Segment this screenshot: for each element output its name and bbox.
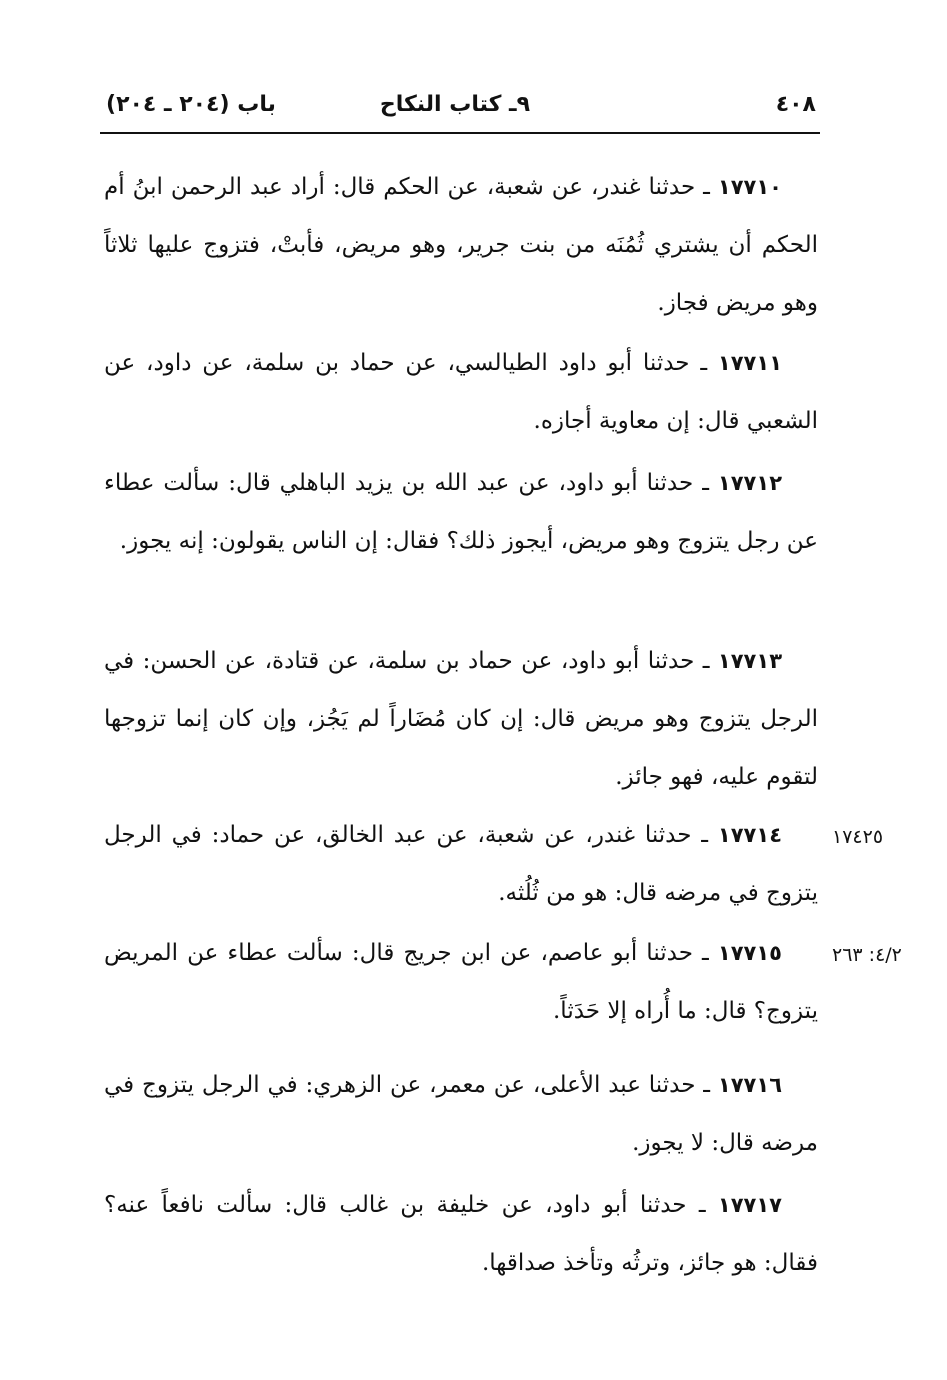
entry-text: ـ حدثنا أبو داود، عن حماد بن سلمة، عن قتادة، عن الحسن: في الرجل يتزوج وهو مريض قال: إن كان مُضَاراً لم يَجُز، وإن كان إنما تزوجها لتقوم عليه، فهو جائز. <box>104 648 818 790</box>
hadith-entry <box>104 1176 818 1292</box>
header-rule <box>100 132 820 134</box>
entry-text: ـ حدثنا غندر، عن شعبة، عن عبد الخالق، عن حماد: في الرجل يتزوج في مرضه قال: هو من ثُلُثه. <box>104 822 818 906</box>
entry-number: ١٧٧١٠ <box>717 175 782 199</box>
page-number: ٤٠٨ <box>775 92 816 117</box>
margin-reference: ١٧٤٢٥ <box>832 826 884 848</box>
entry-text: ـ حدثنا أبو داود، عن خليفة بن غالب قال: سألت نافعاً عنه؟ فقال: هو جائز، وترثُه وتأخذ صداقها. <box>104 1192 818 1276</box>
entry-number: ١٧٧١٤ <box>717 823 783 847</box>
chapter-range: باب (٢٠٤ ـ ٢٠٤) <box>106 92 276 117</box>
hadith-entry <box>104 924 818 1040</box>
entry-text: ـ حدثنا أبو داود، عن عبد الله بن يزيد الباهلي قال: سألت عطاء عن رجل يتزوج وهو مريض، أيجوز ذلك؟ فقال: إن الناس يقولون: إنه يجوز. <box>104 470 818 554</box>
hadith-entry <box>104 806 818 922</box>
entry-number: ١٧٧١٣ <box>717 649 783 673</box>
entry-number: ١٧٧١٦ <box>717 1073 783 1097</box>
hadith-entry <box>104 454 818 570</box>
entry-number: ١٧٧١١ <box>717 351 783 375</box>
hadith-entry <box>104 334 818 450</box>
hadith-entry <box>104 632 818 806</box>
margin-reference: ٤/٢: ٢٦٣ <box>832 944 902 966</box>
entry-text: ـ حدثنا غندر، عن شعبة، عن الحكم قال: أراد عبد الرحمن ابنُ أم الحكم أن يشتري ثُمُنَه من بنت جرير، وهو مريض، فأبتْ، فتزوج عليها ثلاثاً وهو مريض فجاز. <box>104 174 818 316</box>
book-title: ٩ـ كتاب النكاح <box>379 92 530 117</box>
entry-number: ١٧٧١٧ <box>717 1193 782 1217</box>
running-header <box>100 88 820 128</box>
hadith-entry <box>104 1056 818 1172</box>
entry-number: ١٧٧١٥ <box>717 941 782 965</box>
entry-text: ـ حدثنا عبد الأعلى، عن معمر، عن الزهري: في الرجل يتزوج في مرضه قال: لا يجوز. <box>104 1072 818 1156</box>
entry-text: ـ حدثنا أبو داود الطيالسي، عن حماد بن سلمة، عن داود، عن الشعبي قال: إن معاوية أجازه. <box>104 350 818 434</box>
entry-number: ١٧٧١٢ <box>717 471 783 495</box>
entry-text: ـ حدثنا أبو عاصم، عن ابن جريج قال: سألت عطاء عن المريض يتزوج؟ قال: ما أُراه إلا حَدَثاً. <box>104 940 818 1024</box>
hadith-entry <box>104 158 818 332</box>
